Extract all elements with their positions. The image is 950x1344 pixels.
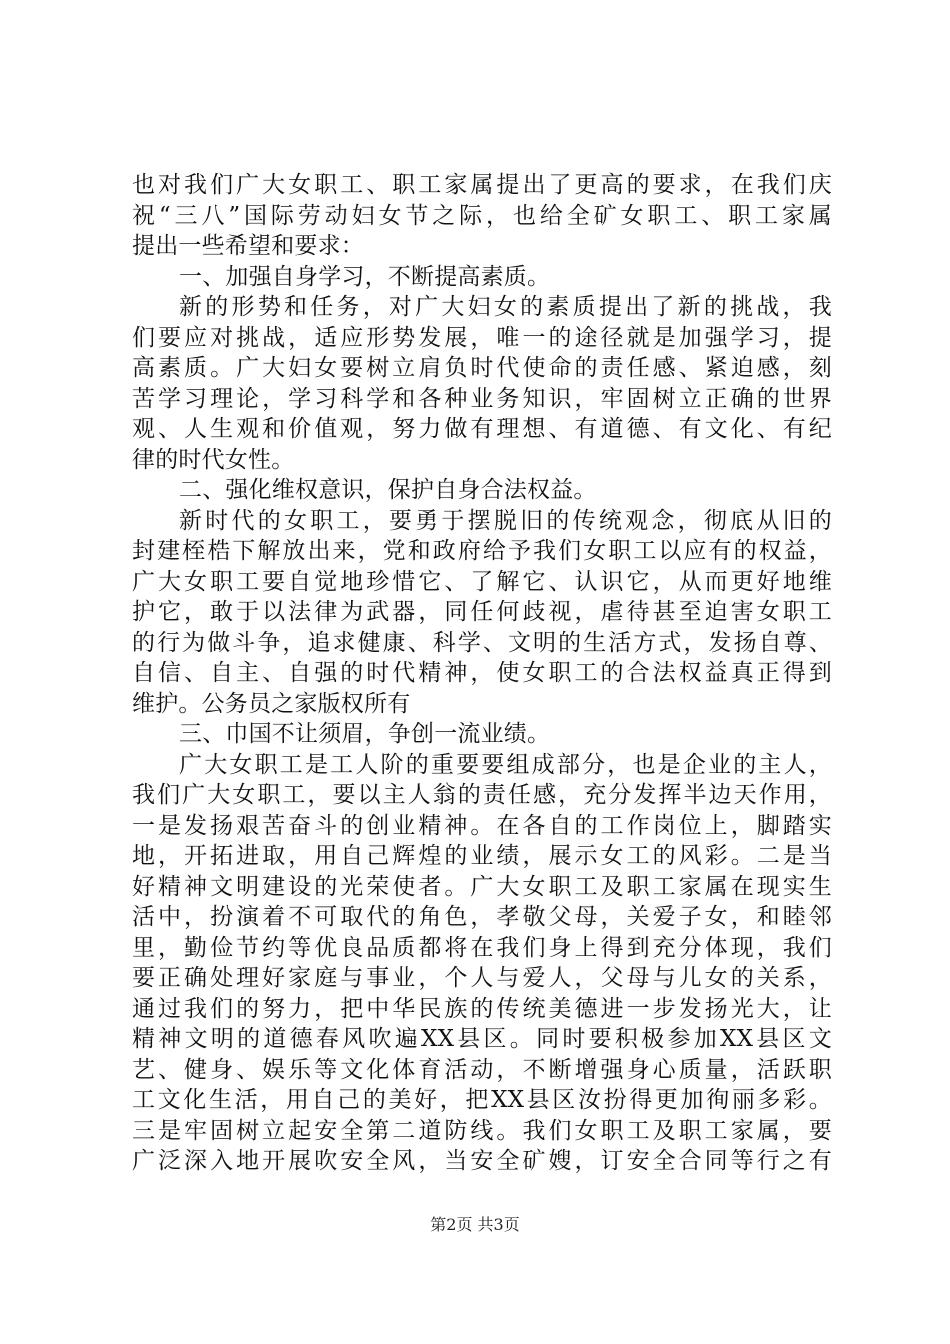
text-line: 地，开拓进取，用自己辉煌的业绩，展示女工的风彩。二是当 — [132, 843, 832, 869]
text-line: 新的形势和任务，对广大妇女的素质提出了新的挑战，我 — [179, 294, 832, 320]
text-line: 一是发扬艰苦奋斗的创业精神。在各自的工作岗位上，脚踏实 — [132, 812, 832, 839]
text-line: 三是牢固树立起安全第二道防线。我们女职工及职工家属，要 — [132, 1117, 832, 1144]
text-line: 广泛深入地开展吹安全风，当安全矿嫂，订安全合同等行之有 — [132, 1148, 832, 1174]
text-line: 们要应对挑战，适应形势发展，唯一的途径就是加强学习，提 — [132, 324, 832, 351]
text-line: 通过我们的努力，把中华民族的传统美德进一步发扬光大，让 — [132, 995, 832, 1022]
text-line: 广大女职工要自觉地珍惜它、了解它、认识它，从而更好地维 — [132, 568, 832, 595]
text-line: 律的时代女性。 — [132, 446, 295, 473]
text-line: 活中，扮演着不可取代的角色，孝敬父母，关爱子女，和睦邻 — [132, 904, 832, 930]
text-line: 工文化生活，用自己的美好，把XX县区汝扮得更加徇丽多彩。 — [132, 1087, 832, 1113]
text-line: 提出一些希望和要求： — [132, 233, 364, 259]
text-line: 广大女职工是工人阶的重要要组成部分，也是企业的主人， — [179, 751, 832, 778]
text-line: 精神文明的道德春风吹遍XX县区。同时要积极参加XX县区文 — [132, 1026, 832, 1052]
text-line: 封建桎梏下解放出来，党和政府给予我们女职工以应有的权益， — [132, 538, 832, 564]
text-line: 苦学习理论，学习科学和各种业务知识，牢固树立正确的世界 — [132, 385, 832, 412]
text-line: 里，勤俭节约等优良品质都将在我们身上得到充分体现，我们 — [132, 934, 832, 961]
text-line: 新时代的女职工，要勇于摆脱旧的传统观念，彻底从旧的 — [179, 507, 832, 534]
text-line: 好精神文明建设的光荣使者。广大女职工及职工家属在现实生 — [132, 873, 832, 900]
text-line: 的行为做斗争，追求健康、科学、文明的生活方式，发扬自尊、 — [132, 629, 832, 656]
text-line: 要正确处理好家庭与事业，个人与爱人，父母与儿女的关系， — [132, 965, 832, 991]
text-line: 高素质。广大妇女要树立肩负时代使命的责任感、紧迫感，刻 — [132, 355, 832, 381]
page-number-footer: 第2页 共3页 — [430, 1215, 520, 1234]
text-line: 也对我们广大女职工、职工家属提出了更高的要求，在我们庆 — [132, 172, 832, 198]
text-line: 艺、健身、娱乐等文化体育活动，不断增强身心质量，活跃职 — [132, 1056, 832, 1083]
text-line: 自信、自主、自强的时代精神，使女职工的合法权益真正得到 — [132, 660, 832, 686]
text-line: 我们广大女职工，要以主人翁的责任感，充分发挥半边天作用， — [132, 782, 832, 808]
text-line: 二、强化维权意识，保护自身合法权益。 — [179, 477, 597, 503]
text-line: 三、巾国不让须眉，争创一流业绩。 — [179, 721, 551, 747]
text-line: 观、人生观和价值观，努力做有理想、有道德、有文化、有纪 — [132, 416, 832, 442]
text-line: 维护。公务员之家版权所有 — [132, 690, 411, 717]
text-line: 护它，敢于以法律为武器，同任何歧视，虐待甚至迫害女职工 — [132, 599, 832, 625]
text-line: 一、加强自身学习，不断提高素质。 — [179, 263, 551, 290]
text-line: 祝“三八”国际劳动妇女节之际，也给全矿女职工、职工家属 — [132, 202, 832, 229]
document-body — [132, 170, 832, 1177]
